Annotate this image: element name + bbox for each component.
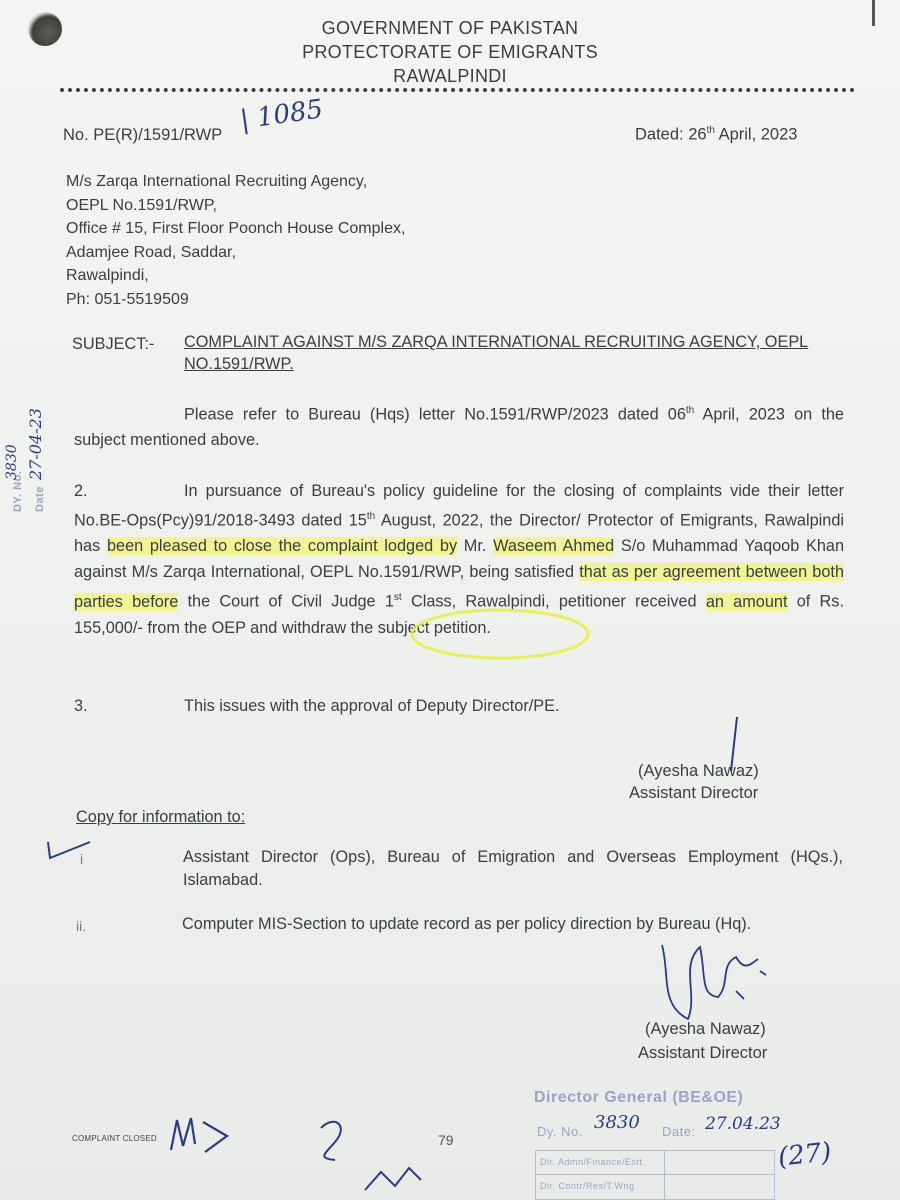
copy-heading: Copy for information to: (76, 808, 246, 826)
signature-scribble (640, 935, 780, 1025)
dg-stamp-row-1: Dir. Admn/Finance/Estt. (540, 1157, 646, 1167)
reference-number: No. PE(R)/1591/RWP (63, 126, 223, 144)
signatory-title-1: Assistant Director (629, 784, 759, 802)
subject-label: SUBJECT:- (72, 335, 155, 353)
header-line-2: PROTECTORATE OF EMIGRANTS (302, 42, 598, 62)
address-line: OEPL No.1591/RWP, (66, 196, 217, 214)
margin-stamp-date-value: 27-04-23 (26, 408, 45, 480)
paragraph-3-number: 3. (74, 697, 88, 715)
address-line: Rawalpindi, (66, 267, 149, 284)
header-line-3: RAWALPINDI (393, 66, 507, 86)
complaint-closed-label: COMPLAINT CLOSED (72, 1134, 157, 1143)
highlighter-circle (405, 604, 595, 666)
addressee-block (66, 170, 405, 311)
tick-mark (44, 838, 94, 864)
dg-stamp-table (535, 1150, 775, 1200)
dg-stamp-dy-label: Dy. No. (537, 1124, 583, 1139)
address-line: M/s Zarqa International Recruiting Agency, (66, 173, 368, 190)
copy-item-2-number: ii. (76, 918, 87, 934)
date-line: Dated: 26th April, 2023 (635, 125, 798, 144)
handwritten-mark (305, 1110, 445, 1200)
margin-stamp-dy-label: DY. No. (12, 470, 24, 512)
page-number: 79 (438, 1132, 454, 1148)
handwritten-diary-number: | 1085 (238, 94, 325, 136)
margin-stamp-date-label: Date (34, 486, 46, 512)
dg-stamp-title: Director General (BE&OE) (534, 1089, 744, 1106)
dg-stamp-date-label: Date: (662, 1124, 696, 1139)
header-divider (60, 88, 855, 92)
paragraph-3: 3. This issues with the approval of Deputy Director/PE. (74, 693, 844, 719)
handwritten-initials (165, 1110, 235, 1160)
edge-shadow (872, 0, 875, 26)
signatory-name-2: (Ayesha Nawaz) (645, 1020, 766, 1038)
dg-stamp-date-value: 27.04.23 (705, 1114, 781, 1134)
paragraph-1: Please refer to Bureau (Hqs) letter No.1591/RWP/2023 dated 06th April, 2023 on the subject mentioned above. (74, 405, 844, 450)
copy-item-1-number: i (80, 851, 84, 867)
copy-item-2-text: Computer MIS-Section to update record as per policy direction by Bureau (Hq). (182, 915, 752, 933)
address-line: Office # 15, First Floor Poonch House Complex, (66, 220, 406, 237)
margin-diary-stamp (0, 370, 46, 520)
address-line: Adamjee Road, Saddar, (66, 243, 236, 261)
header-line-1: GOVERNMENT OF PAKISTAN (321, 18, 579, 38)
signatory-name-1: (Ayesha Nawaz) (638, 762, 759, 780)
paragraph-2: 2. In pursuance of Bureau's policy guideline for the closing of complaints vide their letter No.BE-Ops(Pcy)91/2018-3493 dated 15th August, 2022, the Director/ Protector of Emigrants, Rawalpindi has been pleased to close the complaint lodged by Mr. Waseem Ahmed S/o Muhammad Yaqoob Khan against M/s Zarqa International, OEPL No.1591/RWP, being satisfied that as per agreement between both parties before the Court of Civil Judge 1st Class, Rawalpindi, petitioner received an amount of Rs. 155,000/- from the OEP and withdraw the subject petition. (74, 478, 844, 641)
dg-stamp-row-2: Dir. Contr/Res/T.Wng (540, 1181, 635, 1191)
address-line: Ph: 051-5519509 (66, 290, 189, 308)
handwritten-corner-mark: (27) (776, 1137, 833, 1173)
paragraph-2-number: 2. (74, 482, 88, 500)
signatory-title-2: Assistant Director (638, 1044, 768, 1062)
margin-stamp-dy-value: 3830 (4, 444, 20, 480)
dg-stamp-dy-value: 3830 (594, 1112, 640, 1133)
subject-text: COMPLAINT AGAINST M/S ZARQA INTERNATIONAL RECRUITING AGENCY, OEPL NO.1591/RWP. (184, 333, 809, 373)
copy-item-1-text: Assistant Director (Ops), Bureau of Emigration and Overseas Employment (HQs.), Islamabad. (183, 848, 843, 889)
